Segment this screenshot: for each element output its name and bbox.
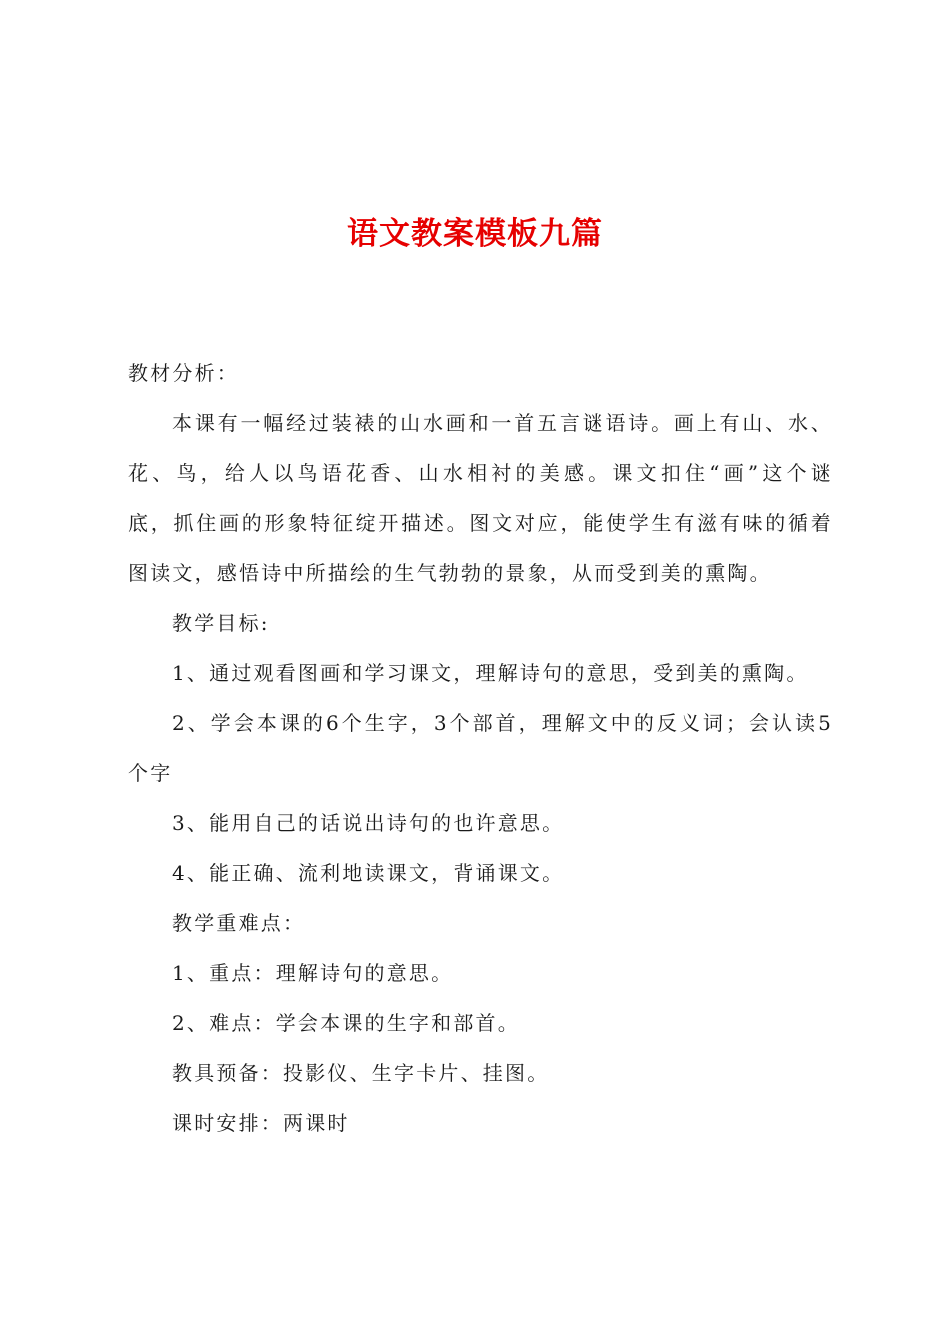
list-item-continuation: 个字: [128, 761, 173, 785]
teaching-aids: 教具预备：投影仪、生字卡片、挂图。: [172, 1061, 550, 1085]
list-item: 3、能用自己的话说出诗句的也许意思。: [172, 811, 565, 835]
paragraph-line: 图读文，感悟诗中所描绘的生气勃勃的景象，从而受到美的熏陶。: [128, 561, 772, 585]
list-item: 4、能正确、流利地读课文，背诵课文。: [172, 861, 565, 885]
paragraph-line: 底，抓住画的形象特征绽开描述。图文对应，能使学生有滋有味的循着: [128, 511, 833, 535]
class-schedule: 课时安排：两课时: [172, 1111, 350, 1135]
section-heading-materials: 教材分析：: [128, 361, 239, 385]
paragraph-line: 花、鸟，给人以鸟语花香、山水相衬的美感。课文扣住“画”这个谜: [128, 461, 833, 485]
paragraph-line: 本课有一幅经过装裱的山水画和一首五言谜语诗。画上有山、水、: [172, 411, 833, 435]
list-item: 1、重点：理解诗句的意思。: [172, 961, 454, 985]
list-item: 2、难点：学会本课的生字和部首。: [172, 1011, 520, 1035]
list-item: 2、学会本课的6个生字，3个部首，理解文中的反义词；会认读5: [172, 711, 833, 735]
section-heading-goals: 教学目标:: [172, 611, 270, 635]
document-title: 语文教案模板九篇: [347, 216, 603, 252]
document-body: [128, 348, 833, 1148]
section-heading-key-points: 教学重难点：: [172, 911, 306, 935]
list-item: 1、通过观看图画和学习课文，理解诗句的意思，受到美的熏陶。: [172, 661, 809, 685]
